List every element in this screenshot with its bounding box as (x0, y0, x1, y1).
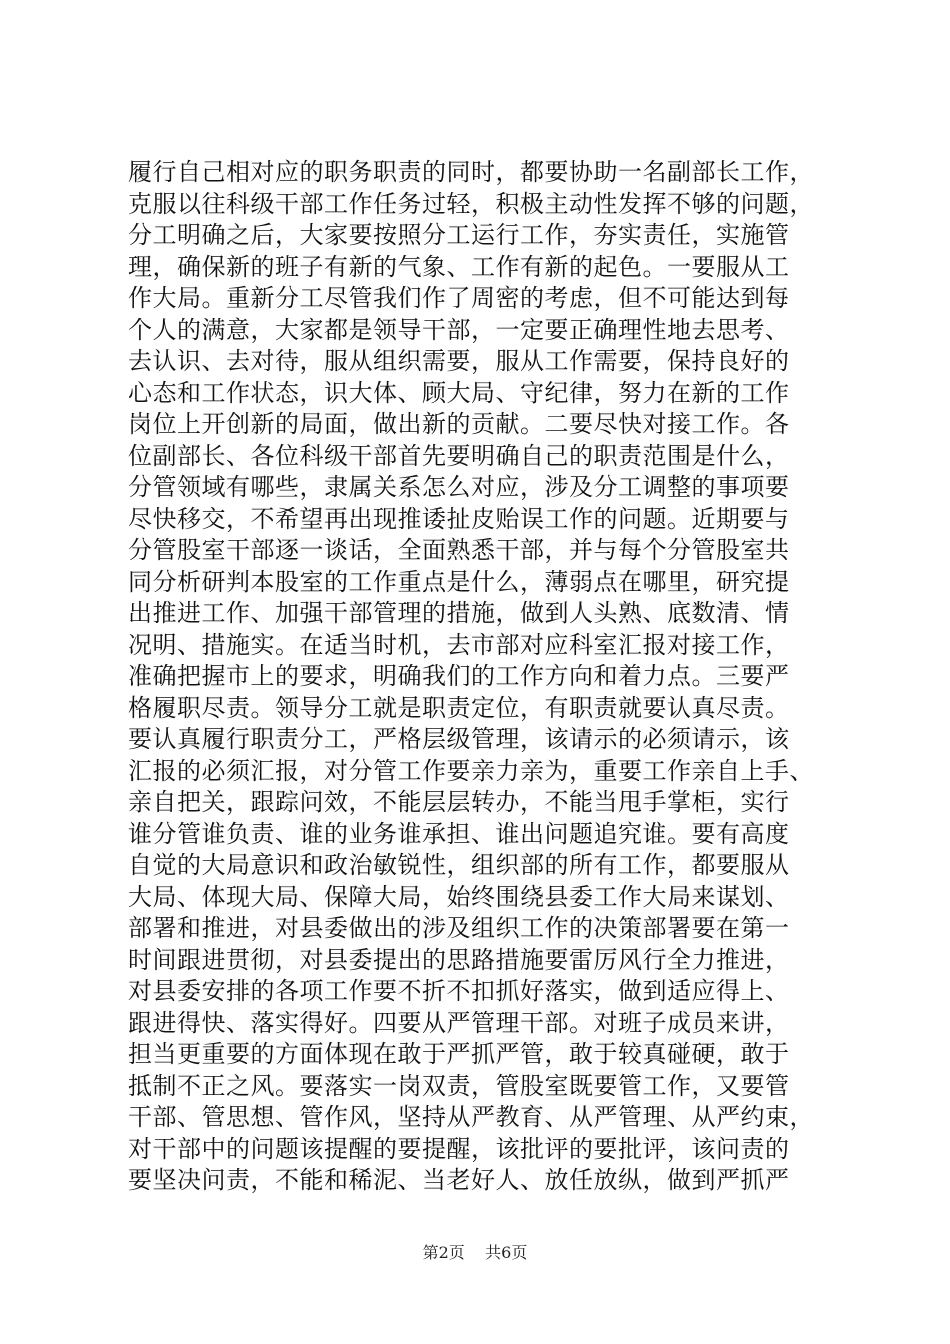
text-line: 况明、措施实。在适当时机，去市部对应科室汇报对接工作， (128, 630, 790, 659)
text-line: 个人的满意，大家都是领导干部，一定要正确理性地去思考、 (128, 315, 790, 344)
text-line: 要坚决问责，不能和稀泥、当老好人、放任放纵，做到严抓严 (128, 1166, 790, 1194)
text-line: 担当更重要的方面体现在敢于严抓严管，敢于较真碰硬，敢于 (128, 1040, 790, 1068)
text-line: 位副部长、各位科级干部首先要明确自己的职责范围是什么， (128, 441, 790, 470)
page-number: 第2页 (422, 1243, 465, 1262)
text-line: 同分析研判本股室的工作重点是什么，薄弱点在哪里，研究提 (128, 567, 790, 596)
text-line: 尽快移交，不希望再出现推诿扯皮贻误工作的问题。近期要与 (128, 504, 790, 533)
text-line: 部署和推进，对县委做出的涉及组织工作的决策部署要在第一 (128, 914, 790, 942)
text-line: 亲自把关，跟踪问效，不能层层转办，不能当甩手掌柜，实行 (128, 788, 790, 816)
text-line: 理，确保新的班子有新的气象、工作有新的起色。一要服从工 (128, 252, 790, 281)
text-line: 对干部中的问题该提醒的要提醒，该批评的要批评，该问责的 (128, 1134, 790, 1163)
body-text (128, 157, 848, 1197)
text-line: 分管领域有哪些，隶属关系怎么对应，涉及分工调整的事项要 (128, 473, 790, 501)
text-line: 跟进得快、落实得好。四要从严管理干部。对班子成员来讲， (128, 1008, 790, 1037)
text-line: 谁分管谁负责、谁的业务谁承担、谁出问题追究谁。要有高度 (128, 819, 790, 848)
text-line: 作大局。重新分工尽管我们作了周密的考虑，但不可能达到每 (128, 284, 790, 312)
text-line: 心态和工作状态，识大体、顾大局、守纪律，努力在新的工作 (128, 378, 790, 407)
text-line: 准确把握市上的要求，明确我们的工作方向和着力点。三要严 (128, 662, 790, 690)
text-line: 去认识、去对待，服从组织需要，服从工作需要，保持良好的 (128, 347, 790, 375)
text-line: 汇报的必须汇报，对分管工作要亲力亲为，重要工作亲自上手、 (128, 756, 814, 785)
text-line: 履行自己相对应的职务职责的同时，都要协助一名副部长工作， (128, 158, 814, 186)
footer-spacer (470, 1243, 480, 1262)
text-line: 大局、体现大局、保障大局，始终围绕县委工作大局来谋划、 (128, 882, 790, 911)
page-total: 共6页 (485, 1243, 528, 1262)
text-line: 分管股室干部逐一谈话，全面熟悉干部，并与每个分管股室共 (128, 536, 790, 564)
page-footer (0, 1240, 950, 1263)
text-line: 克服以往科级干部工作任务过轻，积极主动性发挥不够的问题， (128, 189, 814, 218)
text-line: 出推进工作、加强干部管理的措施，做到人头熟、底数清、情 (128, 599, 790, 627)
text-line: 分工明确之后，大家要按照分工运行工作，夯实责任，实施管 (128, 221, 790, 249)
text-line: 要认真履行职责分工，严格层级管理，该请示的必须请示，该 (128, 725, 790, 753)
text-line: 抵制不正之风。要落实一岗双责，管股室既要管工作，又要管 (128, 1071, 790, 1100)
text-line: 干部、管思想、管作风，坚持从严教育、从严管理、从严约束， (128, 1103, 814, 1131)
text-line: 自觉的大局意识和政治敏锐性，组织部的所有工作，都要服从 (128, 851, 790, 879)
text-line: 对县委安排的各项工作要不折不扣抓好落实，做到适应得上、 (128, 977, 790, 1005)
text-line: 时间跟进贯彻，对县委提出的思路措施要雷厉风行全力推进， (128, 945, 790, 974)
text-line: 岗位上开创新的局面，做出新的贡献。二要尽快对接工作。各 (128, 410, 790, 438)
text-line: 格履职尽责。领导分工就是职责定位，有职责就要认真尽责。 (128, 693, 790, 722)
